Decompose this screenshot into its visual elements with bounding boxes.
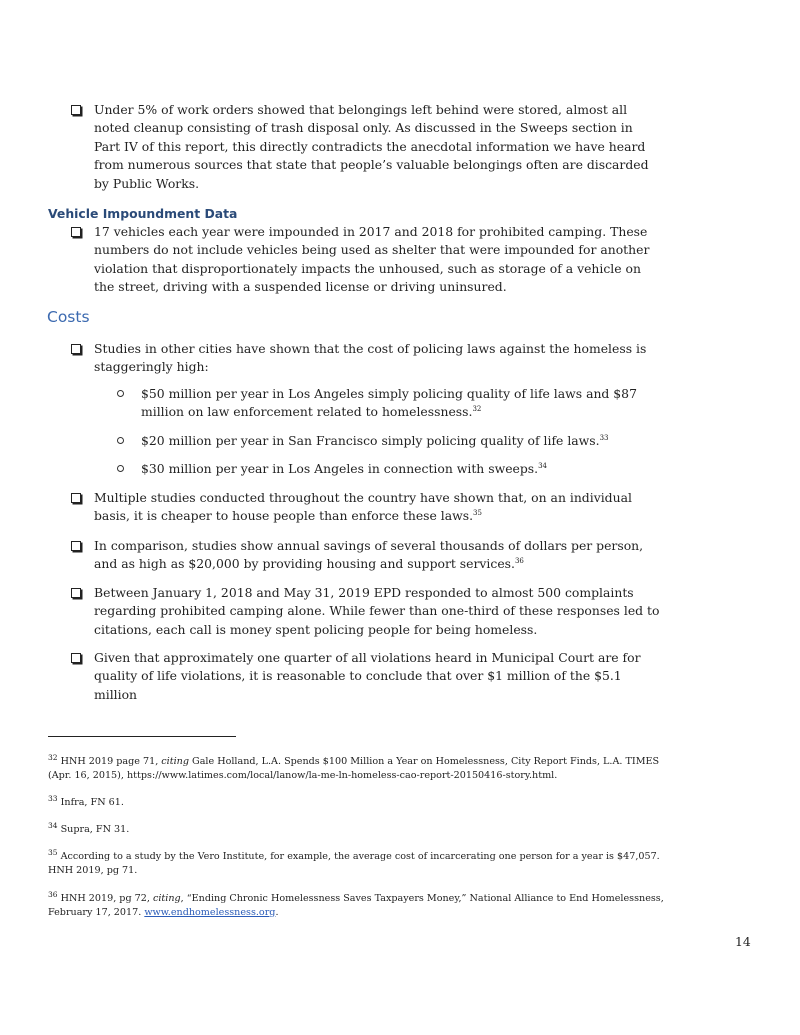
bullet-epd-complaints (71, 584, 661, 639)
checkbox-bullet-icon (71, 105, 81, 115)
sub-bullet-text: $30 million per year in Los Angeles in connection with sweeps. (141, 461, 539, 476)
checkbox-bullet-icon (71, 588, 81, 598)
footnote-ref: 34 (538, 461, 548, 470)
footnote-34: $^{34}$ Supra, FN 31. (48, 820, 130, 835)
section-heading-costs: Costs (47, 308, 90, 326)
checkbox-bullet-icon (71, 227, 81, 237)
circle-bullet-icon (117, 465, 124, 472)
circle-bullet-icon (117, 390, 124, 397)
endhomelessness-link[interactable]: www.endhomelessness.org (144, 907, 276, 918)
bullet-policing-costs (71, 340, 661, 377)
bullet-text: In comparison, studies show annual savings of several thousands of dollars per person, and as high as $20,000 by providing housing and support services. (94, 538, 644, 572)
checkbox-bullet-icon (71, 493, 81, 503)
checkbox-bullet-icon (71, 653, 81, 663)
bullet-text: Between January 1, 2018 and May 31, 2019 EPD responded to almost 500 complaints regarding prohibited camping alone. While fewer than one-third of these responses led to citations, each call is money spent policing people for being homeless. (94, 585, 660, 637)
sub-bullet-sf-20m (117, 432, 657, 450)
bullet-annual-savings (71, 537, 661, 574)
footnote-33: $^{33}$ Infra, FN 61. (48, 793, 124, 808)
sub-bullet-la-50m (117, 385, 657, 422)
footnote-ref: 35 (473, 509, 482, 518)
bullet-vehicles-impounded (71, 223, 661, 297)
footnote-ref: 36 (514, 557, 524, 566)
bullet-cheaper-to-house (71, 489, 661, 526)
bullet-text: Given that approximately one quarter of all violations heard in Municipal Court are for quality of life violations, it is reasonable to conclude that over $1 million of the $5.1 million (94, 650, 641, 702)
section-heading-vehicle: Vehicle Impoundment Data (48, 206, 238, 221)
bullet-text: Multiple studies conducted throughout the country have shown that, on an individual basis, it is cheaper to house people than enforce these laws. (94, 490, 632, 524)
sub-bullet-la-30m (117, 460, 657, 478)
bullet-text: Studies in other cities have shown that the cost of policing laws against the homeless is staggeringly high: (94, 341, 647, 375)
footnote-35: $^{35}$ According to a study by the Vero Institute, for example, the average cost of incarcerating one person for a year is $47,057. HNH 2019, pg 71. (48, 847, 660, 876)
bullet-text: 17 vehicles each year were impounded in 2017 and 2018 for prohibited camping. These numbers do not include vehicles being used as shelter that were impounded for another violation that disproportionately impacts the unhoused, such as storage of a vehicle on the street, driving with a suspended license or driving uninsured. (94, 224, 650, 295)
bullet-text: Under 5% of work orders showed that belongings left behind were stored, almost all noted cleanup consisting of trash disposal only. As discussed in the Sweeps section in Part IV of this report, this directly contradicts the anecdotal information we have heard from numerous sources that state that people’s valuable belongings often are discarded by Public Works. (94, 102, 649, 191)
page-number: 14 (735, 934, 751, 949)
bullet-stored-belongings (71, 101, 661, 193)
footnote-ref: 33 (599, 433, 609, 442)
sub-bullet-text: $50 million per year in Los Angeles simply policing quality of life laws and $87 million on law enforcement related to homelessness. (141, 386, 637, 420)
checkbox-bullet-icon (71, 344, 81, 354)
bullet-municipal-court (71, 649, 661, 704)
circle-bullet-icon (117, 437, 124, 444)
footnote-ref: 32 (472, 405, 482, 414)
footnote-36: $^{36}$ HNH 2019, pg 72, citing, “Ending Chronic Homelessness Saves Taxpayers Money,” National Alliance to End Homelessness, February 17, 2017. www.endhomelessness.org. (48, 889, 664, 918)
footnote-separator (48, 736, 236, 737)
sub-bullet-text: $20 million per year in San Francisco simply policing quality of life laws. (141, 433, 600, 448)
checkbox-bullet-icon (71, 541, 81, 551)
footnote-32: $^{32}$ HNH 2019 page 71, citing Gale Holland, L.A. Spends $100 Million a Year on Homelessness, City Report Finds, L.A. TIMES (Apr. 16, 2015), https://www.latimes.com/local/lanow/la-me-ln-homeless-cao-report-20150416-story.html. (48, 752, 660, 781)
